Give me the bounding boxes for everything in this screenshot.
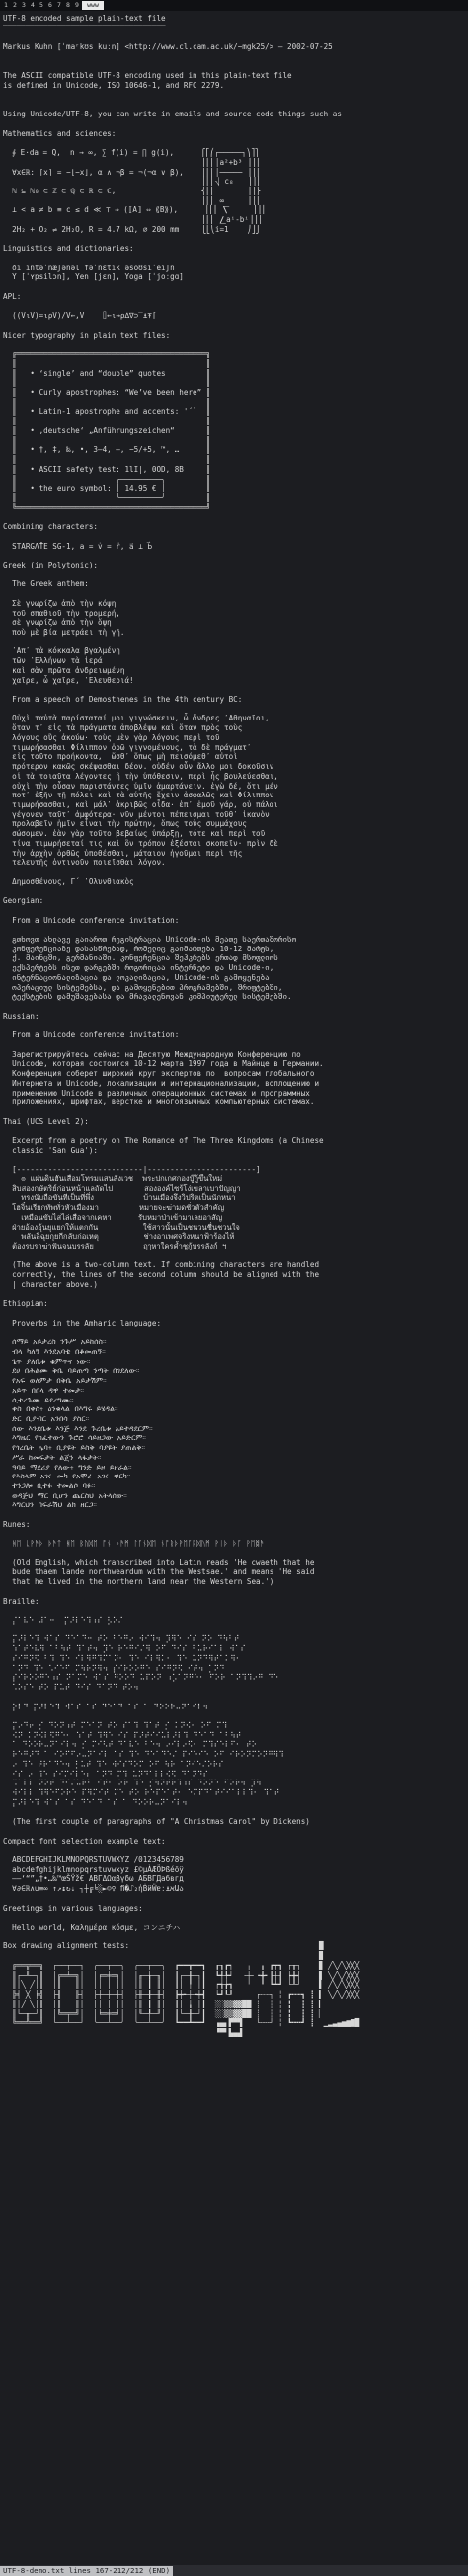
- text-line: ∀∂∈ℝ∧∪≡∞ ↑↗↨↻⇣ ┐┼╔╘░►☺♀ ﬁ�⑀₂ἠḂӥẄɐː⍎אԱა: [3, 1884, 184, 1894]
- text-line: [3, 1510, 463, 1520]
- text-line: [3, 925, 463, 935]
- text-line: ⠪⠝ ⠅⠝⠪⠇⠫⠛⠑⠂ ⠱⠁⠞ ⠹⠻⠑ ⠊⠎ ⠏⠜⠞⠊⠊⠥⠇⠜⠇⠹ ⠙⠑⠁⠙ ⠁⠃⠳⠞: [3, 1730, 242, 1740]
- text-line: Hello world, Καλημέρα κόσμε, コンニチハ: [3, 1923, 181, 1932]
- text-line: ╔══╦══╗ ┌──┬──┐ ╭──┬──╮ ╭──┬──╮ ┏━━┳━━┓ ┎┒┏┑ ╷ ╻ ┏┯┓ ┌┰┐ ▊ ╱╲╱╲╳╳╳: [3, 1960, 360, 1970]
- text-line: ⠊⠎ ⠔ ⠹⠑ ⠎⠊⠍⠊⠇⠑⠆ ⠁⠝⠙ ⠍⠹ ⠥⠝⠙⠁⠇⠇⠪⠫ ⠙⠁⠝⠙⠎: [3, 1769, 209, 1779]
- text-line: สิบสองกษัตริย์ก่อนหน้าแลถัดไป สององค์ไซร้โง่เขลาเบาปัญญา: [3, 1183, 241, 1193]
- text-line: Compact font selection example text:: [3, 1836, 166, 1846]
- text-line: เหมือนขับไสไล่เสือจากเคหา รับหมาป่าเข้ามาเลยอาสัญ: [3, 1212, 223, 1222]
- text-line: [3, 1021, 463, 1030]
- text-line: [3, 685, 463, 695]
- pager-content: [3, 14, 463, 2038]
- pager-status-bar: [0, 2565, 468, 2576]
- text-line: ⎪⎢⎜ ∞ ⎟⎥⎪: [3, 195, 261, 205]
- text-line: σώσομεν. ἐὰν γὰρ τοῦτο βεβαίως ὑπάρξῃ, τότε καὶ περὶ τοῦ: [3, 829, 266, 839]
- text-line: τιμωρήσασθαι Φίλιππον ὁρῶ γιγνομένους, τὰ δὲ πράγματ᾿: [3, 742, 252, 752]
- text-line: [3, 1846, 463, 1856]
- text-line: ‾‾‾‾‾‾‾‾‾‾‾‾‾‾‾‾‾‾‾‾‾‾‾‾‾‾‾‾‾‾‾‾‾‾‾‾: [3, 23, 166, 33]
- text-line: ጌጥ ያለቤቱ ቁምጥና ነው።: [3, 1356, 91, 1366]
- text-line: ⡎⠊⠗⠕⠕⠛⠑⠰⠎ ⠝⠁⠍⠑ ⠺⠁⠎ ⠛⠕⠕⠙ ⠥⠏⠕⠝ ⠰⡡⠁⠝⠛⠑⠂ ⠋⠕⠗ ⠁⠝⠹⠹⠔⠛ ⠙⠑: [3, 1673, 279, 1683]
- text-line: Markus Kuhn [ˈmaʳkʊs kuːn] <http://www.cl.cam.ac.uk/~mgk25/> — 2002-07-25: [3, 42, 333, 52]
- text-line: Greek (in Polytonic):: [3, 560, 99, 569]
- text-line: ║ ╭─────────╮ ║: [3, 474, 211, 484]
- text-line: τίνα τιμωρήσεταί τις καὶ ὃν τρόπον ἐξέσται σκοπεῖν· πρὶν δὲ: [3, 838, 278, 848]
- text-line: Braille:: [3, 1596, 39, 1606]
- workspace-button-7[interactable]: 7: [57, 1, 61, 9]
- text-line: [3, 1530, 463, 1540]
- text-line: γέγονεν ταῦτ᾿ ἀμφότερα· νῦν μέντοι πέπεισμαι τοῦθ᾿ ἱκανὸν: [3, 809, 270, 819]
- text-line: ทรงนับถือขันทีเป็นที่พึ่ง บ้านเมืองจึงวิปริตเป็นนักหนา: [3, 1193, 236, 1203]
- text-line: προλαβεῖν ἡμῖν εἶναι τὴν πρώτην, ὅπως τοὺς συμμάχους: [3, 819, 247, 829]
- text-line: ║│╲ ╱│║ │║ ║│ ││ │ ││ │║ ┃ ║│ ┃│ ╿ │┃ ┍╅╆┓ ╵ ╹ ┗┷┛ └┸┘ ▌ ╱╲╱╲╳╳╳: [3, 1980, 360, 1990]
- text-line: τῶν ῾Ελλήνων τὰ ἱερά: [3, 656, 103, 666]
- text-line: Unicode, которая состоится 10-12 марта 1997 года в Майнце в Германии.: [3, 1059, 324, 1069]
- text-line: [3, 638, 463, 647]
- text-line: ექსპერტებს ისეთ დარგებში როგორიცაა ინტერნეტი და Unicode-ი,: [3, 963, 274, 973]
- text-line: [3, 512, 463, 522]
- text-line: ║ ║: [3, 397, 211, 407]
- text-line: ወዳጅህ ማር ቢሆን ጨርስህ አትላሰው።: [3, 1490, 127, 1500]
- text-line: ℕ ⊆ ℕ₀ ⊂ ℤ ⊂ ℚ ⊂ ℝ ⊂ ℂ, ⎨⎢⎜ ⎟⎥⎬: [3, 186, 261, 195]
- text-line: ሰው እንደቤቱ እንጅ እንደ ጉረቤቱ አይተዳደርም።: [3, 1423, 153, 1433]
- text-line: Ethiopian:: [3, 1299, 48, 1309]
- text-line: приложениях, шрифтах, верстке и многоязычных компьютерных системах.: [3, 1098, 315, 1107]
- text-line: ቀስ በቀስ፥ ዕንቁላል በእግሩ ይሄዳል።: [3, 1404, 118, 1414]
- text-line: Box drawing alignment tests: █: [3, 1941, 324, 1951]
- text-line: | character above.): [3, 1279, 99, 1289]
- text-line: ⡕⠇⠙ ⡍⠜⠇⠑⠹ ⠺⠁⠎ ⠁⠎ ⠙⠑⠁⠙ ⠁⠎ ⠁ ⠙⠕⠕⠗⠤⠝⠁⠊⠇⠲: [3, 1702, 209, 1711]
- text-line: Интернета и Unicode, локализации и интернационализации, воплощению и: [3, 1078, 320, 1088]
- text-line: โฮจิ๋นเรียกทัพทั่วหัวเมืองมา หมายจะฆ่ามดชั่วตัวสำคัญ: [3, 1203, 225, 1213]
- text-line: ქ. მაინცში, გერმანიაში. კონფერენცია შეჰკრებს ერთად მსოფლიოს: [3, 953, 278, 963]
- text-line: From a speech of Demosthenes in the 4th century BC:: [3, 695, 243, 705]
- text-line: Russian:: [3, 1011, 39, 1021]
- text-line: From a Unicode conference invitation:: [3, 915, 180, 925]
- text-line: [3, 340, 463, 349]
- text-line: abcdefghijklmnopqrstuvwxyz £©µÀÆÖÞßéöÿ: [3, 1864, 184, 1874]
- text-line: ⡍⠜⠇⠑⠹ ⠺⠁⠎ ⠁⠎ ⠙⠑⠁⠙ ⠁⠎ ⠁ ⠙⠕⠕⠗⠤⠝⠁⠊⠇⠲: [3, 1797, 188, 1807]
- text-line: APL:: [3, 291, 22, 301]
- text-line: STARGΛ̊TE SG-1, a = v̇ = r̈, a⃑ ⊥ b⃑: [3, 541, 153, 551]
- text-line: (The first couple of paragraphs of "A Christmas Carol" by Dickens): [3, 1817, 310, 1827]
- text-line: [3, 1807, 463, 1817]
- text-line: ║ • †, ‡, ‰, •, 3–4, —, −5/+5, ™, … ║: [3, 445, 211, 455]
- text-line: [3, 1126, 463, 1136]
- text-line: ║ ║: [3, 417, 211, 426]
- text-line: [3, 1587, 463, 1597]
- text-line: [----------------------------|------------------------]: [3, 1165, 261, 1174]
- text-line: ብላ ካለኝ እንደአባቴ በቆመጠኝ።: [3, 1346, 106, 1356]
- text-line: ⎪⎢⎜⎷ c₈ ⎟⎥⎪: [3, 177, 261, 187]
- text-line: Linguistics and dictionaries:: [3, 244, 134, 254]
- text-line: ║ • ‚deutsche‘ „Anführungszeichen“ ║: [3, 425, 211, 435]
- text-line: [3, 62, 463, 72]
- text-line: አይጥ በበላ ዳዋ ተመታ።: [3, 1385, 85, 1395]
- text-line: τελευτῆς ὁντινοῦν ποιεῖσθαι λόγον.: [3, 858, 166, 868]
- text-line: ሥራ ከመፍታት ልጄን ላፋታት።: [3, 1452, 102, 1462]
- text-line: ║ ╰─────────╯ ║: [3, 492, 211, 502]
- workspace-bar: [0, 0, 468, 11]
- text-line: ╚══╩══╝ └──┴──┘ ╰──┴──╯ ╰──┴──╯ ┗━━┻━━┛ ▗▄▖▛▀▜ └╌╌┘ ╎ ┗╍╍┛ ┋ ▁▂▃▄▅▆▇█: [3, 2018, 360, 2028]
- text-line: የእስላም አገሩ መካ የአሞራ አገሩ ዋርካ።: [3, 1472, 131, 1481]
- text-line: Δημοσθένους, Γ´ ᾿Ολυνθιακὸς: [3, 876, 134, 886]
- text-line: Y [ˈʏpsilɔn], Yen [jɛn], Yoga [ˈjoːgɑ]: [3, 272, 184, 282]
- text-line: Οὐχὶ ταὐτὰ παρίσταταί μοι γιγνώσκειν, ὦ ἄνδρες ᾿Αθηναῖοι,: [3, 714, 270, 723]
- text-line: [3, 235, 463, 245]
- text-line: ⎪⎢⎜│a²+b³ ⎟⎥⎪: [3, 157, 261, 167]
- workspace-button-active[interactable]: www: [82, 1, 104, 10]
- text-line: [3, 302, 463, 312]
- text-line: [3, 52, 463, 62]
- text-line: ድር ቢያብር አንበሳ ያስር።: [3, 1413, 90, 1423]
- text-line: ინტერნაციონალიზაცია და ლოკალიზაცია, Unicode-ის გამოყენება: [3, 972, 270, 982]
- text-line: bude thaem lande northweardum with the Westsae.' and means 'He said: [3, 1567, 315, 1577]
- text-line: Thai (UCS Level 2):: [3, 1116, 89, 1126]
- text-line: σὲ γνωρίζω ἀπὸ τὴν ὄψη: [3, 618, 112, 628]
- text-line: ∮ E⋅da = Q, n → ∞, ∑ f(i) = ∏ g(i), ⎧⎡⎛┌─────┐⎞⎤⎫: [3, 148, 260, 158]
- text-line: ⠡⠕⠎⠑ ⠞⠕ ⠏⠥⠞ ⠙⠊⠎ ⠙⠁⠝⠙ ⠞⠕⠲: [3, 1683, 139, 1693]
- text-line: [3, 119, 463, 129]
- text-line: ╔══════════════════════════════════════════╗: [3, 349, 211, 359]
- text-line: The ASCII compatible UTF-8 encoding used in this plain-text file: [3, 71, 292, 81]
- text-line: [3, 705, 463, 715]
- workspace-button-2[interactable]: 2: [13, 1, 17, 9]
- text-line: Конференция соберет широкий круг экспертов по вопросам глобального: [3, 1069, 315, 1079]
- text-line: ║ • Curly apostrophes: “We’ve been here” ║: [3, 388, 211, 398]
- text-line: [3, 254, 463, 264]
- text-line: ⠱⠁⠞⠑⠧⠻ ⠁⠃⠳⠞ ⠹⠁⠞⠲ ⡹⠑ ⠗⠑⠛⠊⠌⠻ ⠕⠋ ⠙⠊⠎ ⠃⠥⠗⠊⠁⠇ ⠺⠁⠎: [3, 1644, 246, 1654]
- text-line: ╚══════════════════════════════════════════╝: [3, 502, 211, 512]
- text-line: [3, 100, 463, 110]
- text-line: ⎪⎢⎜ ⎳aⁱ-bⁱ⎟⎥⎪: [3, 215, 263, 225]
- text-line: πρότερον κακῶς σκέψασθαι δέον. οὐδέν οὖν ἄλλο μοι δοκοῦσιν: [3, 762, 274, 772]
- text-line: ði ıntəˈnæʃənəl fəˈnɛtık əsoʊsiˈeıʃn: [3, 263, 175, 272]
- text-line: τιμωρήσασθαι, καὶ μάλ᾿ ἀκριβῶς οἶδα· ἐπ᾿ ἐμοῦ γάρ, οὐ πάλαι: [3, 799, 278, 809]
- text-line: Georgian:: [3, 896, 44, 906]
- text-line: [3, 1626, 463, 1635]
- text-line: Proverbs in the Amharic language:: [3, 1318, 162, 1327]
- text-line: The Greek anthem:: [3, 579, 89, 589]
- text-line: እግዜር የከፈተውን ጉሮሮ ሳይዘጋው አይድርም።: [3, 1433, 146, 1443]
- workspace-button-5[interactable]: 5: [39, 1, 43, 9]
- text-line: χαῖρε, ὦ χαῖρε, ᾿Ελευθεριά!: [3, 675, 134, 685]
- text-line: τοῦ σπαθιοῦ τὴν τρομερή,: [3, 608, 120, 618]
- text-line: Зарегистрируйтесь сейчас на Десятую Международную Конференцию по: [3, 1049, 301, 1059]
- text-line: [3, 1002, 463, 1012]
- text-line: classic 'San Gua'):: [3, 1145, 99, 1155]
- text-line: ╠╡ ╳ ╞╣ ├╢ ╟┤ ├┼─┼─┼┤ ├╫─╂─╫┤ ┣┿╾┼╼┿┫ ┕┛┖┚ ┌┄┄┐ ╎ ┏┅┅┓ ┋ ▍ ╲╱╲╱╳╳╳: [3, 1990, 360, 2000]
- workspace-button-9[interactable]: 9: [75, 1, 79, 9]
- text-line: ║ • ASCII safety test: 1lI|, 0OD, 8B ║: [3, 464, 211, 474]
- text-line: [3, 1251, 463, 1261]
- text-line: ║ ║: [3, 455, 211, 465]
- text-line: [3, 1711, 463, 1721]
- text-line: οὐχὶ τὴν οὖσαν παριστάντες ὑμῖν ἁμαρτάνειν. ἐγὼ δέ, ὅτι μέν: [3, 781, 278, 791]
- text-line: ὅταν τ᾿ εἰς τὰ πράγματα ἀποβλέψω καὶ ὅταν πρὸς τοὺς: [3, 723, 243, 733]
- text-line: ሲተረጉሙ ይደረግሙ።: [3, 1395, 74, 1404]
- text-line: [3, 551, 463, 561]
- text-line: From a Unicode conference invitation:: [3, 1030, 180, 1040]
- text-line: ║ • the euro symbol: │ 14.95 € │ ║: [3, 484, 211, 493]
- text-line: ║┌─╨─┐║ │╔═╧═╗│ │╒═╪═╕│ │╓─╁─╖│ ┃┌─╂─┐┃ ┗╃╄┙ ╶┼╴╺╋╸┠┼┨ ┝╋┥ ▋ ╲╱╲╱╳╳╳: [3, 1970, 360, 1980]
- text-line: Σὲ γνωρίζω ἀπὸ τὴν κόψη: [3, 598, 117, 608]
- text-line: ⠎⠊⠛⠝⠫ ⠃⠹ ⠹⠑ ⠊⠇⠻⠛⠹⠍⠁⠝⠂ ⠹⠑ ⠊⠇⠻⠅⠂ ⠹⠑ ⠥⠝⠙⠻⠞⠁⠅⠻⠂: [3, 1653, 242, 1663]
- text-line: ⡍⠔⠙⠖ ⡊ ⠙⠕⠝⠰⠞ ⠍⠑⠁⠝ ⠞⠕ ⠎⠁⠹ ⠹⠁⠞ ⡊ ⠅⠝⠪⠂ ⠕⠋ ⠍⠹: [3, 1720, 228, 1730]
- text-line: [3, 570, 463, 580]
- text-line: ▝▀▘▙▄▟: [3, 2027, 243, 2037]
- text-line: [3, 1290, 463, 1300]
- text-line: ║ ║: [3, 435, 211, 445]
- text-line: [3, 1913, 463, 1923]
- workspace-button-8[interactable]: 8: [66, 1, 70, 9]
- text-line: (Old English, which transcribed into Latin reads 'He cwaeth that he: [3, 1557, 315, 1567]
- text-line: ⠁⠝⠙ ⠹⠑ ⠡⠊⠑⠋ ⠍⠳⠗⠝⠻⠲ ⡎⠊⠗⠕⠕⠛⠑ ⠎⠊⠛⠝⠫ ⠊⠞⠲ ⡁⠝⠙: [3, 1663, 225, 1673]
- text-line: [3, 868, 463, 877]
- text-line: καὶ σὰν πρῶτα ἀνδρειωμένη: [3, 665, 125, 675]
- text-line: [3, 1107, 463, 1117]
- text-line: እግርህን በፍራሽህ ልክ ዘርጋ።: [3, 1500, 97, 1510]
- text-line: የጎረቤት ሌባ፥ ቢያዩት ይስቅ ባያዩት ያጠልቅ።: [3, 1443, 146, 1453]
- text-line: ሰማይ አይታረስ ንጉሥ አይከሰስ።: [3, 1337, 107, 1347]
- text-line: [3, 91, 463, 101]
- text-line: ዓባይ ማደሪያ የለው፥ ግንድ ይዞ ይዞራል።: [3, 1462, 132, 1472]
- text-line: კონფერენციაზე დასასწრებად, რომელიც გაიმართება 10-12 მარტს,: [3, 944, 274, 953]
- text-line: ∀x∈ℝ: ⌈x⌉ = −⌊−x⌋, α ∧ ¬β = ¬(¬α ∨ β), ⎪⎢⎜│───── ⎟⎥⎪: [3, 167, 261, 177]
- text-line: ║│╱ ╲│║ │║ ║│ ││ │ ││ │║ ┃ ║│ ┃│ ╽ │┃ ░░▒▒▓▓██ ┊ ┆ ╎ ╏ ┇ ┋ ▎: [3, 1999, 324, 2008]
- text-line: ║ ║: [3, 378, 211, 388]
- text-line: ᚻᛖ ᚳᚹᚫᚦ ᚦᚫᛏ ᚻᛖ ᛒᚢᛞᛖ ᚩᚾ ᚦᚫᛗ ᛚᚪᚾᛞᛖ ᚾᚩᚱᚦᚹᛖᚪᚱᛞᚢᛗ ᚹᛁᚦ ᚦᚪ ᚹᛖᛥᚫ: [3, 1539, 265, 1549]
- text-line: [3, 1827, 463, 1837]
- text-line: 2H₂ + O₂ ⇌ 2H₂O, R = 4.7 kΩ, ⌀ 200 mm ⎩⎣⎝i=1 ⎠⎦⎭: [3, 224, 261, 234]
- text-line: ტექსტების დამუშავებასა და მრავალენოვან კომპიუტერულ სისტემებში.: [3, 992, 292, 1002]
- text-line: ተንጋሎ ቢተፉ ተመልሶ ባፉ።: [3, 1480, 96, 1490]
- text-line: ๏ แผ่นดินฮั่นเสื่อมโทรมแสนสังเวช พระปกเกศกองบู๊กู้ขึ้นใหม่: [3, 1174, 223, 1183]
- text-line: λόγους οὓς ἀκούω· τοὺς μὲν γὰρ λόγους περὶ τοῦ: [3, 732, 220, 742]
- text-line: ⠗⠑⠛⠜⠙ ⠁ ⠊⠕⠋⠋⠔⠤⠝⠁⠊⠇ ⠁⠎ ⠹⠑ ⠙⠑⠁⠙⠑⠌ ⠏⠊⠑⠊⠑ ⠕⠋ ⠊⠗⠕⠝⠍⠕⠝⠛⠻⠹: [3, 1750, 284, 1760]
- text-line: ║ • ‘single’ and “double” quotes ║: [3, 368, 211, 378]
- text-line: [3, 886, 463, 896]
- text-line: ოპერაციულ სისტემებსა, და გამოყენებით პროგრამებში, შრიფტებში,: [3, 982, 283, 992]
- text-line: [3, 1156, 463, 1166]
- text-line: [3, 1693, 463, 1703]
- text-line: [3, 1932, 463, 1942]
- text-line: ደሀ በሕልሙ ቅቤ ባይጠጣ ንጣት በገደለው።: [3, 1366, 140, 1376]
- text-line: ⠩⠁⠇⠇ ⠝⠕⠞ ⠙⠊⠌⠥⠗⠃ ⠊⠞⠂ ⠕⠗ ⠹⠑ ⡊⠳⠝⠞⠗⠹⠰⠎ ⠙⠕⠝⠑ ⠋⠕⠗⠲ ⡹⠳: [3, 1779, 262, 1788]
- text-line: [3, 1606, 463, 1616]
- text-line: ⡍⠜⠇⠑⠹ ⠺⠁⠎ ⠙⠑⠁⠙⠒ ⠞⠕ ⠃⠑⠛⠔ ⠺⠊⠹⠲ ⡹⠻⠑ ⠊⠎ ⠝⠕ ⠙⠳⠃⠞: [3, 1634, 240, 1644]
- text-line: Nicer typography in plain text files:: [3, 330, 171, 340]
- text-line: ᾿Απ᾿ τὰ κόκκαλα βγαλμένη: [3, 646, 120, 656]
- text-line: [3, 321, 463, 331]
- text-line: [3, 282, 463, 292]
- text-line: ABCDEFGHIJKLMNOPQRSTUVWXYZ /0123456789: [3, 1856, 184, 1864]
- text-line: ⊥ < a ≠ b ≡ c ≤ d ≪ ⊤ ⇒ (⟦A⟧ ⇔ ⟪B⟫), ⎪⎢⎜ ⎲ ⎟⎥⎪: [3, 205, 267, 215]
- workspace-button-1[interactable]: 1: [4, 1, 8, 9]
- text-line: Excerpt from a poetry on The Romance of The Three Kingdoms (a Chinese: [3, 1136, 324, 1146]
- text-line: ποτ᾿ ἐξῆν τῇ πόλει καὶ τὰ αὑτῆς ἔχειν ἀσφαλῶς καὶ Φίλιππον: [3, 791, 274, 800]
- text-line: –—‘“”„†•…‰™œŠŸž€ ΑΒΓΔΩαβγδω АБВГДабвгд: [3, 1874, 184, 1884]
- text-line: that he lived in the northern land near the Western Sea.'): [3, 1577, 274, 1587]
- text-line: พลันลิฉุยกุยกีกลับก่อเหตุ ช่างอาเพศจริงหนาฟ้าร้องไห้: [3, 1232, 235, 1242]
- pager-status-text: UTF-8-demo.txt lines 167-212/212 (END): [0, 2566, 173, 2576]
- text-line: ║ • Latin-1 apostrophe and accents: '´` ║: [3, 407, 211, 417]
- text-line: is defined in Unicode, ISO 10646-1, and RFC 2279.: [3, 81, 225, 91]
- text-line: ⠔ ⠹⠑ ⠞⠗⠁⠙⠑⠲ ⡃⠥⠞ ⠹⠑ ⠺⠊⠎⠙⠕⠍ ⠕⠋ ⠳⠗ ⠁⠝⠊⠑⠌⠕⠗⠎: [3, 1759, 224, 1769]
- text-line: ποὺ μὲ βία μετράει τὴ γῆ.: [3, 628, 125, 637]
- text-line: [3, 1549, 463, 1558]
- text-line: Runes:: [3, 1519, 31, 1529]
- text-line: የአፍ ወለምታ በቅቤ አይታሽም።: [3, 1376, 107, 1386]
- text-line: [3, 1894, 463, 1904]
- text-line: Combining characters:: [3, 522, 99, 532]
- text-line: [3, 532, 463, 542]
- text-line: ║└─╥─┘║ │╚═╤═╝│ │╘═╪═╛│ │╙─╀─╜│ ┃└─╂─┘┃ ░░▒▒▓▓██ ┊ ┆ ╎ ╏ ┇ ┋ ▏: [3, 2008, 324, 2018]
- text-line: [3, 138, 463, 148]
- text-line: correctly, the lines of the second column should be aligned with the: [3, 1270, 320, 1280]
- text-line: [3, 589, 463, 599]
- text-line: ⠁ ⠙⠕⠕⠗⠤⠝⠁⠊⠇⠲ ⡊ ⠍⠊⠣⠞ ⠙⠁⠧⠑ ⠃⠑⠲ ⠔⠊⠇⠔⠫⠂ ⠍⠹⠎⠑⠇⠋⠂ ⠞⠕: [3, 1740, 258, 1750]
- text-line: применению Unicode в различных операционных системах и программных: [3, 1088, 310, 1098]
- workspace-button-6[interactable]: 6: [48, 1, 52, 9]
- text-line: ((V⍳V)=⍳⍴V)/V←,V ⌷←⍳→⍴∆∇⊃‾⍎⍕⌈: [3, 311, 157, 321]
- text-line: ฝ่ายอ้องอุ้นยุแยกให้แตกกัน ใช้สาวนั้นเป็นชนวนชื่นชวนใจ: [3, 1222, 240, 1232]
- text-line: Mathematics and sciences:: [3, 128, 117, 138]
- workspace-button-3[interactable]: 3: [22, 1, 26, 9]
- text-line: [3, 1040, 463, 1050]
- text-line: [3, 1327, 463, 1337]
- text-line: ║ ║: [3, 358, 211, 368]
- text-line: εἰς τοῦτο προήκοντα, ὥσθ᾿ ὅπως μὴ πεισόμεθ᾿ αὐτοὶ: [3, 752, 238, 762]
- workspace-button-4[interactable]: 4: [31, 1, 35, 9]
- text-line: Greetings in various languages:: [3, 1903, 143, 1913]
- text-line: ⡌⠁⠧⠑ ⠼⠁⠒ ⡍⠜⠇⠑⠹⠰⠎ ⡣⠕⠌: [3, 1616, 123, 1626]
- text-line: τὴν ἀρχὴν ὀρθῶς ὑποθέσθαι, μάταιον ἡγοῦμαι περὶ τῆς: [3, 848, 243, 858]
- text-line: (The above is a two-column text. If combining characters are handled: [3, 1260, 320, 1270]
- text-line: [3, 33, 463, 42]
- text-line: οἱ τὰ τοιαῦτα λέγοντες ἢ τὴν ὑπόθεσιν, περὶ ἧς βουλεύεσθαι,: [3, 771, 278, 781]
- text-line: UTF-8 encoded sample plain-text file: [3, 14, 166, 23]
- text-line: ⠺⠊⠇⠇ ⠹⠻⠑⠋⠕⠗⠑ ⠏⠻⠍⠊⠞ ⠍⠑ ⠞⠕ ⠗⠑⠏⠑⠁⠞⠂ ⠑⠍⠏⠙⠁⠞⠊⠊⠁⠇⠇⠹⠂ ⠹⠁⠞: [3, 1787, 280, 1797]
- text-line: [3, 1309, 463, 1319]
- text-line: ต้องรบราฆ่าฟันจนบรรลัย ฤๅหาใครค้ำชูกู้บรรลังก์ ฯ: [3, 1242, 227, 1250]
- text-line: გთხოვთ ახლავე გაიაროთ რეგისტრაცია Unicode-ის მეათე საერთაშორისო: [3, 935, 297, 944]
- text-line: Using Unicode/UTF-8, you can write in emails and source code things such as: [3, 110, 342, 119]
- text-line: ▉: [3, 1951, 324, 1961]
- text-line: [3, 906, 463, 916]
